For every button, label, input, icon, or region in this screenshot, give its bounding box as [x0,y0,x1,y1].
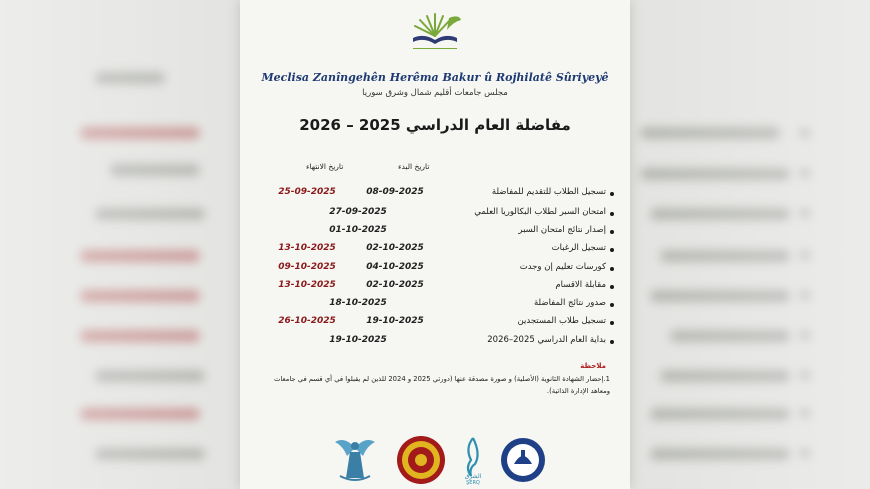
sero-logo-latin-text: ŞERQ [466,480,480,486]
table-row [240,243,630,257]
bullet-icon [610,321,614,325]
notes-text: 1.إحضار الشهادة الثانوية (الأصلية) و صورة مصدقة عنها (دورتي 2025 و 2024 للذين لم يقبلوا في أي قسم في جامعات ومعاهد الإدارة الذاتية). [273,375,610,395]
angel-logo [332,434,378,486]
table-row [240,316,630,330]
row-label: تسجيل الرغبات [551,243,606,253]
row-date: 19-10-2025 [329,335,387,345]
bullet-icon [610,212,614,216]
council-logo [405,10,465,58]
bullet-icon [610,267,614,271]
bullet-icon [610,230,614,234]
university-shield-logo [500,434,546,486]
row-start-date: 04-10-2025 [366,262,424,272]
table-row [240,280,630,294]
row-end-date: 13-10-2025 [278,280,336,290]
table-row [240,225,630,239]
round-red-seal-logo [395,434,447,486]
bullet-icon [610,248,614,252]
row-label: بداية العام الدراسي 2025–2026 [487,335,606,345]
notes-heading: ملاحظة [580,362,606,370]
sharq-logo-arabic-text: الشرق [464,473,482,480]
council-latin-title: Meclisa Zanîngehên Herêma Bakur û Rojhilatê Sûriyeyê [261,71,609,84]
table-row [240,262,630,276]
bullet-icon [610,340,614,344]
bullet-icon [610,303,614,307]
row-start-date: 19-10-2025 [366,316,424,326]
row-start-date: 02-10-2025 [366,280,424,290]
row-label: إصدار نتائج امتحان السبر [518,225,606,235]
bullet-icon [610,192,614,196]
row-label: تسجيل الطلاب للتقديم للمفاضلة [491,187,606,197]
row-end-date: 25-09-2025 [278,187,336,197]
sharq-sero-logo [458,434,488,486]
left-fade [0,0,240,489]
council-arabic-title: مجلس جامعات أقليم شمال وشرق سوريا [362,88,508,98]
row-date: 27-09-2025 [329,207,387,217]
row-label: امتحان السبر لطلاب البكالوريا العلمي [474,207,606,217]
row-end-date: 09-10-2025 [278,262,336,272]
row-label: مقابلة الاقسام [555,280,606,290]
start-date-header: تاريخ البدء [398,162,430,171]
row-date: 18-10-2025 [329,298,387,308]
end-date-header: تاريخ الانتهاء [306,162,344,171]
table-row [240,335,630,349]
row-label: صدور نتائج المفاضلة [533,298,606,308]
row-label: كورسات تعليم إن وجدت [519,262,606,272]
row-start-date: 08-09-2025 [366,187,424,197]
bullet-icon [610,285,614,289]
row-start-date: 02-10-2025 [366,243,424,253]
row-end-date: 13-10-2025 [278,243,336,253]
right-fade [630,0,870,489]
table-row [240,207,630,221]
row-end-date: 26-10-2025 [278,316,336,326]
row-label: تسجيل طلاب المستجدين [517,316,606,326]
page-title: مفاضلة العام الدراسي 2025 – 2026 [299,116,571,134]
table-row [240,298,630,312]
table-row [240,187,630,201]
row-date: 01-10-2025 [329,225,387,235]
announcement-poster [240,0,630,489]
